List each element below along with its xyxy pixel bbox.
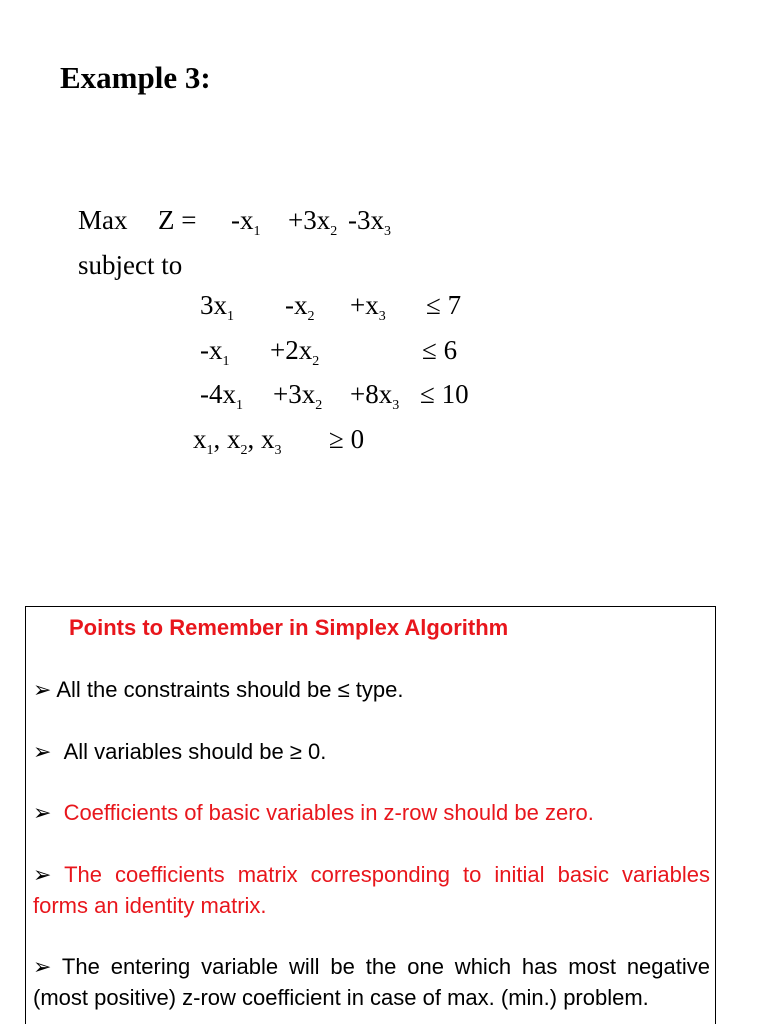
constraint-rhs: ≤ 10 — [420, 379, 469, 409]
point-item — [33, 737, 710, 768]
point-item — [33, 675, 710, 706]
point-text: All variables should be ≥ 0. — [63, 739, 327, 764]
constraint-term: $3x_1$ — [200, 290, 234, 324]
objective-z-equals: Z = — [158, 205, 197, 235]
subject-to-label: subject to — [78, 250, 183, 280]
constraint-term: $+8x_3$ — [350, 379, 400, 413]
constraint-term: $-4x_1$ — [200, 379, 243, 413]
objective-max-label: Max — [78, 205, 128, 235]
constraint-row — [200, 288, 500, 324]
nonnegativity-row — [193, 422, 493, 458]
point-text: Coefficients of basic variables in z-row should be zero. — [63, 800, 594, 825]
point-text: The coefficients matrix corresponding to initial basic variables forms an identity matrix. — [33, 862, 711, 918]
objective-term-1: $-x_1$ — [231, 205, 261, 239]
constraint-row — [200, 333, 500, 369]
point-text: All the constraints should be ≤ type. — [56, 677, 404, 702]
constraint-rhs: ≤ 6 — [422, 335, 458, 365]
arrow-bullet-icon: ➢ — [33, 800, 52, 825]
nonneg-rhs: ≥ 0 — [329, 424, 365, 454]
point-item — [33, 952, 710, 1013]
arrow-bullet-icon: ➢ — [33, 677, 52, 702]
point-item — [33, 860, 710, 921]
objective-term-2: $+3x_2$ — [288, 205, 338, 239]
arrow-bullet-icon: ➢ — [33, 739, 52, 764]
constraint-term: $-x_1$ — [200, 335, 230, 369]
points-box-heading: Points to Remember in Simplex Algorithm — [69, 615, 509, 640]
nonneg-variables: $x_1$, $x_2$, $x_3$ — [193, 424, 282, 458]
constraint-term: $+2x_2$ — [270, 335, 320, 369]
constraint-term: $-x_2$ — [285, 290, 315, 324]
arrow-bullet-icon: ➢ — [33, 954, 52, 979]
objective-row — [78, 203, 498, 239]
page-title: Example 3: — [60, 60, 211, 95]
points-box — [25, 606, 716, 1024]
constraint-rhs: ≤ 7 — [426, 290, 462, 320]
constraint-term: $+x_3$ — [350, 290, 386, 324]
constraint-term: $+3x_2$ — [273, 379, 323, 413]
point-item — [33, 798, 710, 829]
point-text: The entering variable will be the one which has most negative (most positive) z-row coefficient in case of max. (min.) problem. — [33, 954, 710, 1010]
constraint-row — [200, 377, 500, 413]
arrow-bullet-icon: ➢ — [33, 862, 52, 887]
objective-term-3: $-3x_3$ — [348, 205, 391, 239]
